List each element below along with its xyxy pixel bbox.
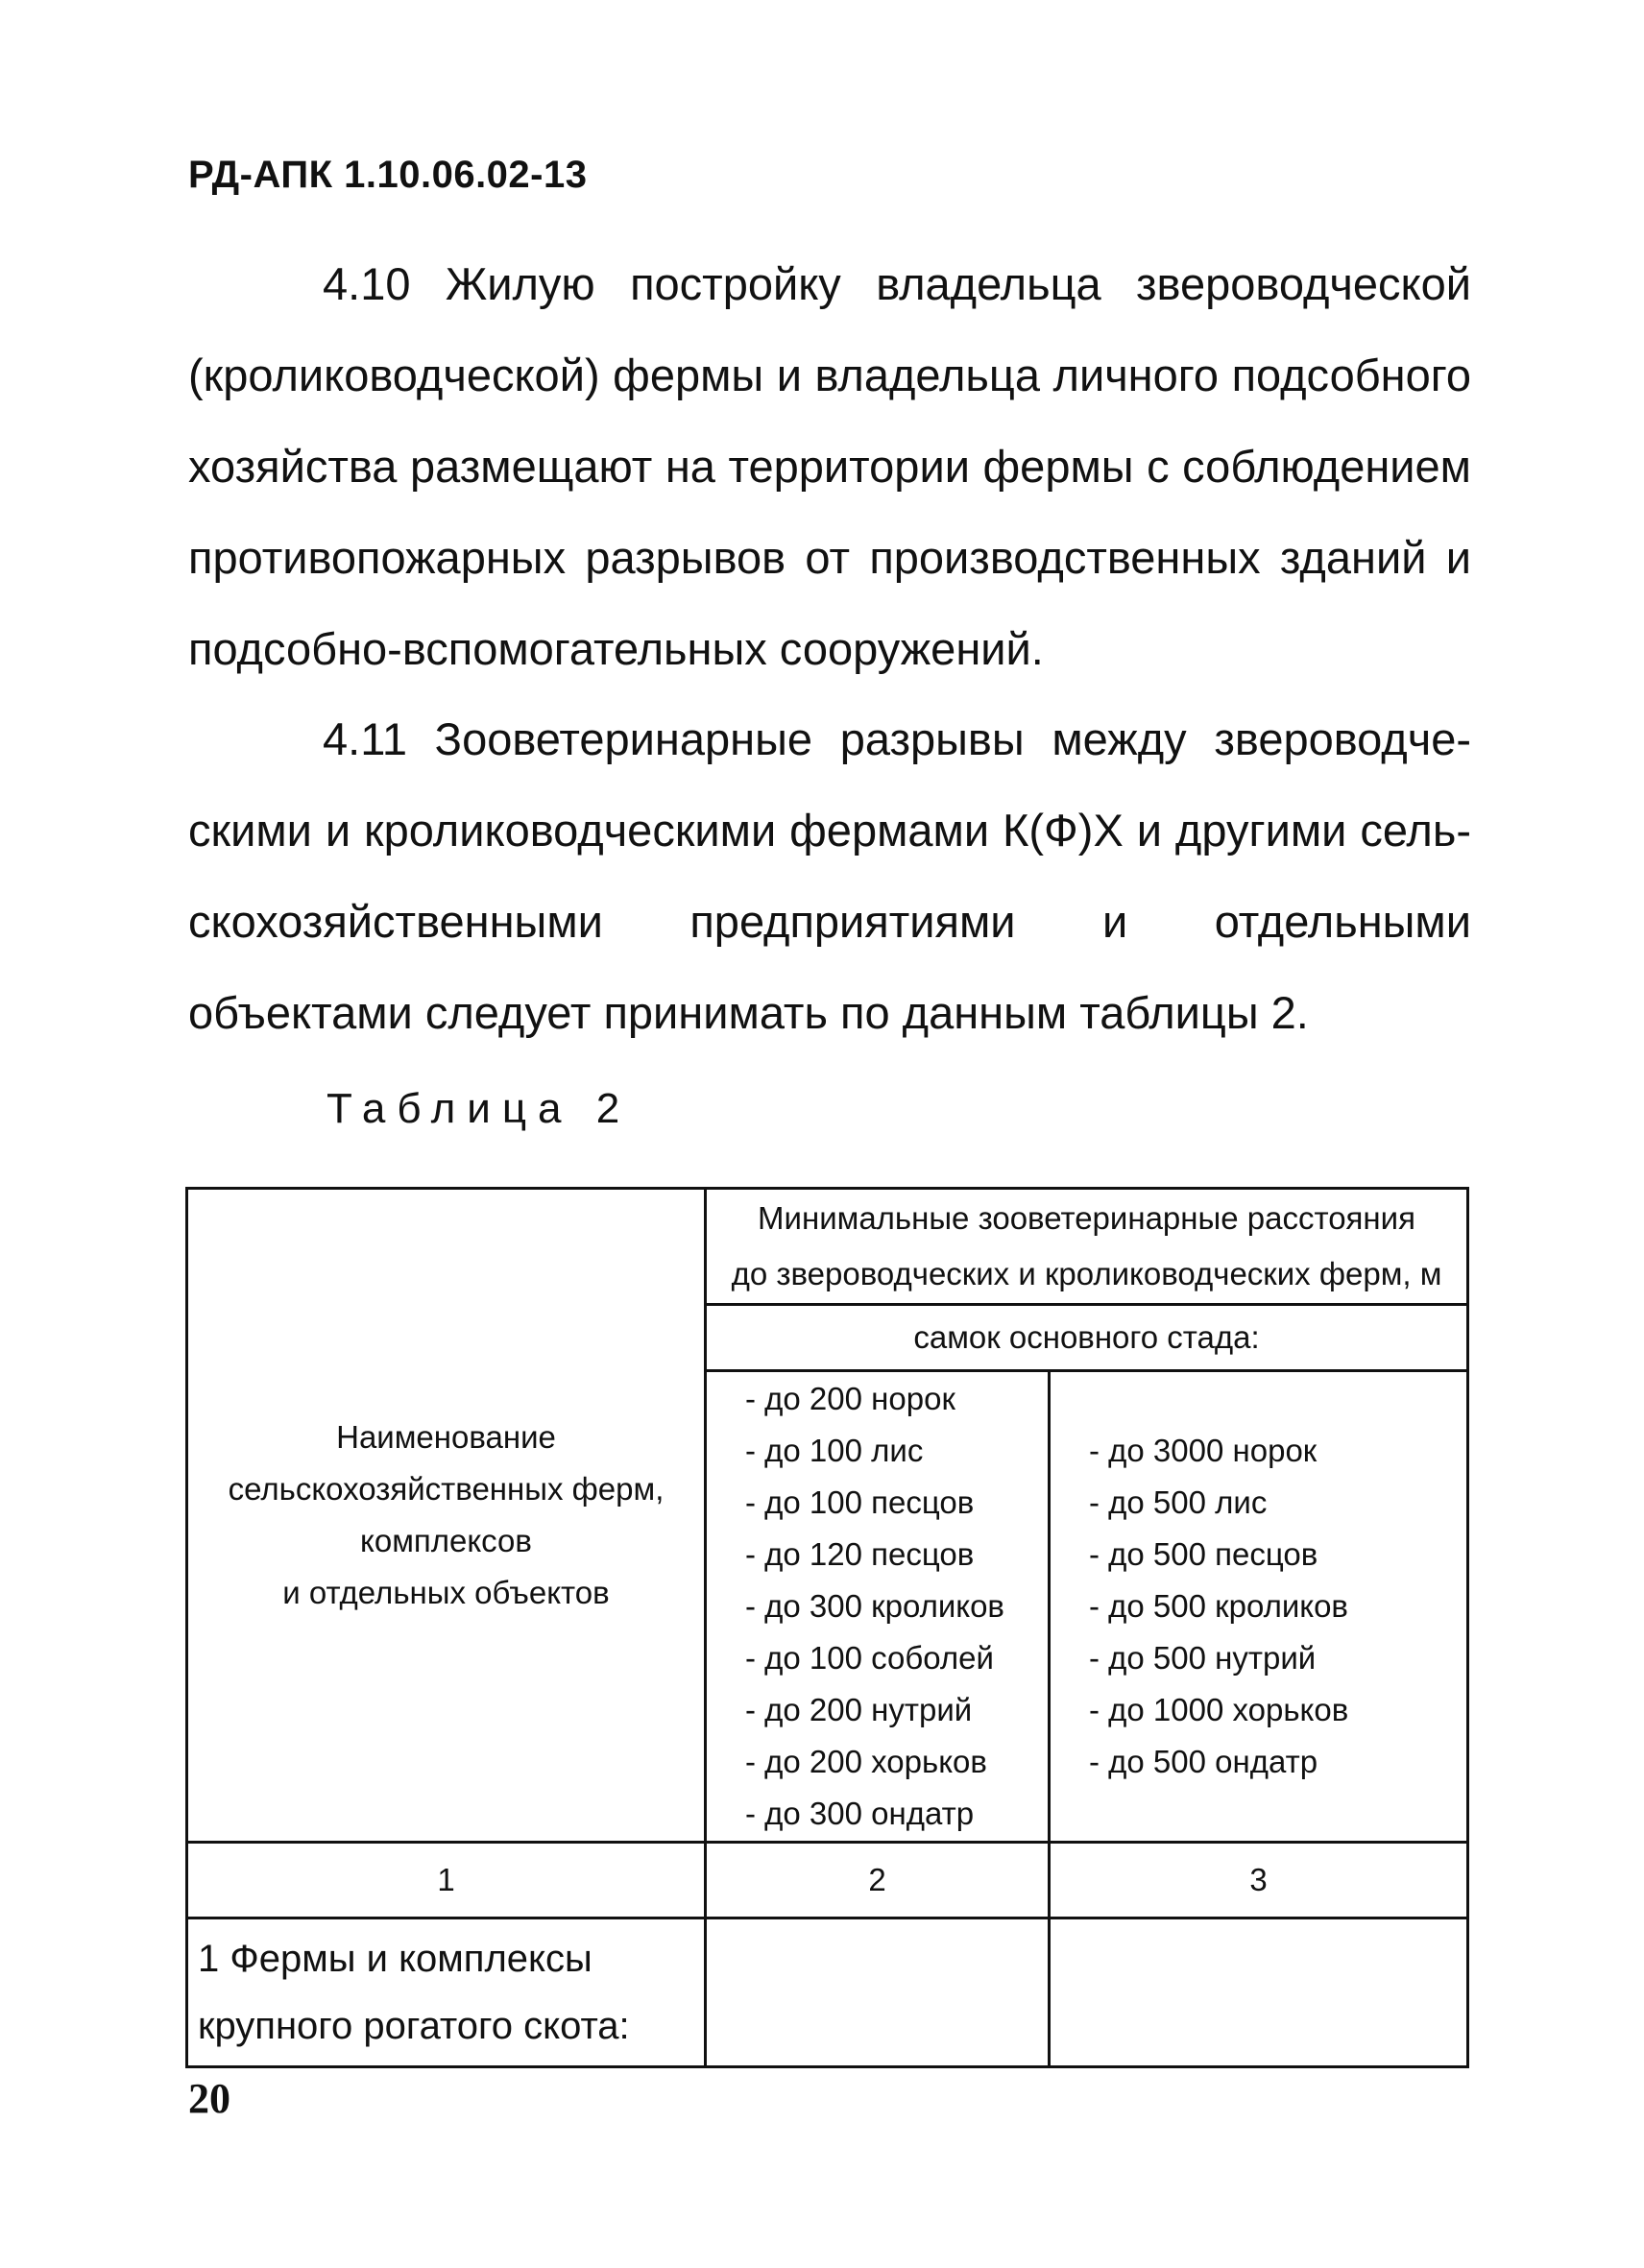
- list-item: - до 200 норок: [745, 1381, 955, 1416]
- table-header-row: [187, 1189, 1468, 1305]
- distance-table: [185, 1187, 1469, 2068]
- column-number-row: [187, 1843, 1468, 1918]
- paragraph-4-10: 4.10 Жилую постройку владельца звероводческой (кролиководческой) фермы и владельца личного подсобного хозяйства размещают на территории фермы с соблюдением противопожарных разрывов от производственных зданий и подсобно-вспомогательных сооружений.: [188, 258, 1471, 674]
- list-item: - до 100 песцов: [745, 1484, 975, 1520]
- column-number-cell: 1: [187, 1843, 706, 1918]
- list-item: - до 300 кроликов: [745, 1588, 1004, 1624]
- row-label-cell: [187, 1918, 706, 2067]
- list-item: - до 500 нутрий: [1089, 1640, 1317, 1676]
- paragraph-4-11: 4.11 Зооветеринарные разрывы между звероводческими и кролиководческими фермами К(Ф)Х и другими сельскохозяйственными предприятиями и отдельными объектами следует принимать по данным таблицы 2.: [188, 713, 1471, 1038]
- list-item: - до 300 ондатр: [745, 1796, 975, 1831]
- list-item: - до 500 песцов: [1089, 1536, 1318, 1572]
- list-item: - до 3000 норок: [1089, 1433, 1318, 1468]
- name-header-line: сельскохозяйственных ферм,: [228, 1471, 665, 1507]
- list-item: - до 500 кроликов: [1089, 1588, 1348, 1624]
- document-code: РД-АПК 1.10.06.02-13: [188, 154, 588, 196]
- name-header-cell: [187, 1189, 706, 1843]
- list-item: - до 120 песцов: [745, 1536, 975, 1572]
- capacity-large-list: [1051, 1425, 1466, 1788]
- subheader-cell: самок основного стада:: [706, 1305, 1468, 1371]
- table-row: [187, 1918, 1468, 2067]
- name-header-line: и отдельных объектов: [282, 1575, 610, 1610]
- list-item: - до 100 соболей: [745, 1640, 994, 1676]
- capacity-large-cell: [1050, 1371, 1468, 1843]
- list-item: - до 1000 хорьков: [1089, 1692, 1349, 1727]
- list-item: - до 100 лис: [745, 1433, 924, 1468]
- row-label-line: крупного рогатого скота:: [198, 2005, 630, 2047]
- table-caption: Таблица 2: [326, 1085, 632, 1132]
- page-number: 20: [188, 2075, 230, 2122]
- name-header-line: Наименование: [336, 1419, 556, 1455]
- name-header-line: комплексов: [360, 1523, 532, 1558]
- capacity-small-cell: [706, 1371, 1050, 1843]
- capacity-small-list: [707, 1373, 1048, 1840]
- list-item: - до 500 лис: [1089, 1484, 1268, 1520]
- row-value-cell: [1050, 1918, 1468, 2067]
- row-value-cell: [706, 1918, 1050, 2067]
- list-item: - до 500 ондатр: [1089, 1744, 1318, 1779]
- row-label-line: 1 Фермы и комплексы: [198, 1938, 592, 1980]
- list-item: - до 200 нутрий: [745, 1692, 973, 1727]
- distance-header-line: до звероводческих и кролиководческих ферм, м: [731, 1256, 1442, 1291]
- distance-header-cell: [706, 1189, 1468, 1305]
- column-number-cell: 2: [706, 1843, 1050, 1918]
- column-number-cell: 3: [1050, 1843, 1468, 1918]
- distance-header-line: Минимальные зооветеринарные расстояния: [758, 1200, 1415, 1236]
- list-item: - до 200 хорьков: [745, 1744, 987, 1779]
